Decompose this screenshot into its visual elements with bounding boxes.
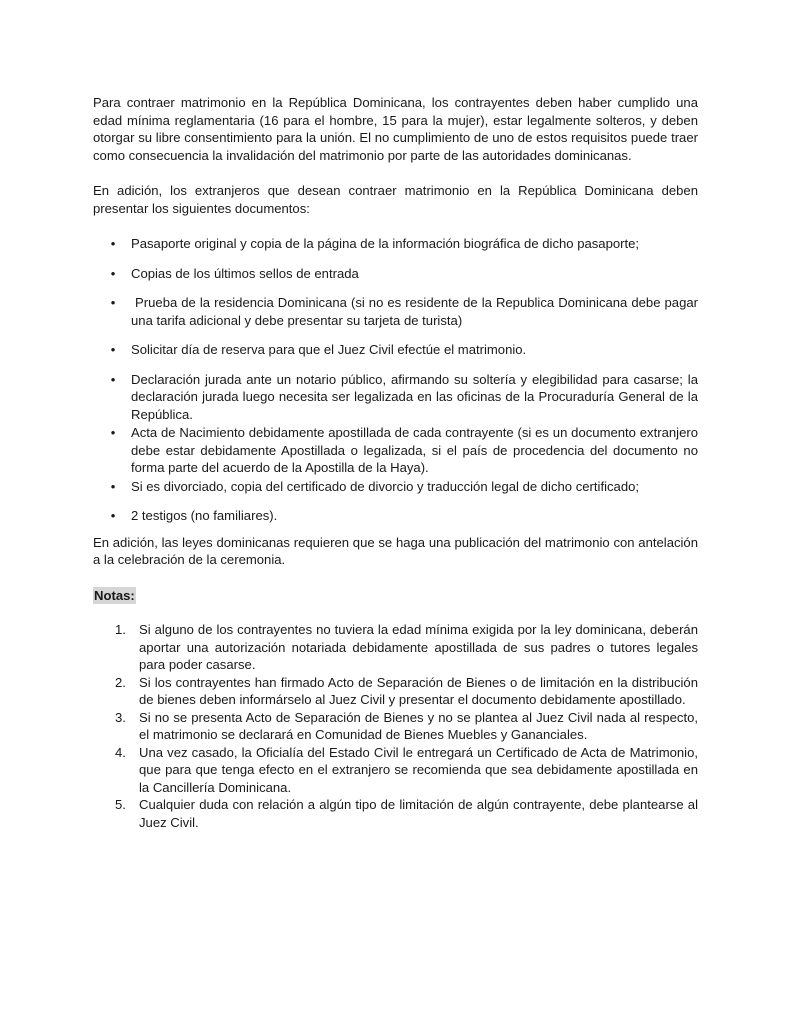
list-item <box>93 424 698 477</box>
list-item <box>93 265 698 283</box>
notes-section <box>93 587 698 832</box>
list-item-text: Pasaporte original y copia de la página de la información biográfica de dicho pasaporte; <box>131 236 640 251</box>
bullet-icon: • <box>110 371 116 387</box>
foreigners-paragraph: En adición, los extranjeros que desean contraer matrimonio en la República Dominicana deben presentar los siguientes documentos: <box>93 183 698 216</box>
list-item-text: Prueba de la residencia Dominicana (si no es residente de la Republica Dominicana debe pagar una tarifa adicional y debe presentar su tarjeta de turista) <box>131 295 702 328</box>
note-text: Si los contrayentes han firmado Acto de Separación de Bienes o de limitación en la distribución de bienes deben informárselo al Juez Civil y presentar el documento debidamente apostillado. <box>139 674 698 707</box>
bullet-icon: • <box>110 478 116 494</box>
note-text: Si alguno de los contrayentes no tuviera la edad mínima exigida por la ley dominicana, deberán aportar una autorización notariada debidamente apostillada de sus padres o tutores legales para poder casarse. <box>139 622 698 672</box>
documents-list <box>93 235 702 525</box>
list-item-text: Copias de los últimos sellos de entrada <box>131 265 359 281</box>
bullet-icon: • <box>110 425 116 440</box>
note-number: 1. <box>115 622 126 637</box>
list-item <box>93 235 698 253</box>
note-number: 3. <box>115 709 126 725</box>
note-number: 5. <box>115 797 126 812</box>
note-number: 2. <box>115 674 126 690</box>
list-item <box>93 478 698 496</box>
intro-paragraph: Para contraer matrimonio en la República Dominicana, los contrayentes deben haber cumplido una edad mínima reglamentaria (16 para el hombre, 15 para la mujer), estar legalmente solteros, y deben otorgar su libre consentimiento para la unión. El no cumplimiento de uno de estos requisitos puede traer como consecuencia la invalidación del matrimonio por parte de las autoridades dominicanas. <box>93 95 698 163</box>
note-text: Una vez casado, la Oficialía del Estado Civil le entregará un Certificado de Acta de Matrimonio, que para que tenga efecto en el extranjero se recomienda que sea debidamente apostillada en la Cancillería Dominicana. <box>139 744 698 795</box>
bullet-icon: • <box>110 342 116 357</box>
list-item-text: Declaración jurada ante un notario público, afirmando su soltería y elegibilidad para casarse; la declaración jurada luego necesita ser legalizada en las oficinas de la Procuraduría General de la República. <box>131 371 698 422</box>
notes-heading: Notas: <box>94 587 135 603</box>
list-item-text: Solicitar día de reserva para que el Juez Civil efectúe el matrimonio. <box>131 342 527 357</box>
note-item <box>93 744 698 797</box>
bullet-icon: • <box>110 295 116 310</box>
list-item-text: Acta de Nacimiento debidamente apostillada de cada contrayente (si es un documento extranjero debe estar debidamente Apostillada o legalizada, si el país de procedencia del documento no forma parte del acuerdo de la Apostilla de la Haya). <box>131 425 698 475</box>
bullet-icon: • <box>110 508 116 523</box>
list-item <box>93 341 698 359</box>
note-text: Cualquier duda con relación a algún tipo de limitación de algún contrayente, debe plantearse al Juez Civil. <box>139 797 698 830</box>
list-item-text: 2 testigos (no familiares). <box>131 508 278 523</box>
note-item <box>93 621 698 674</box>
list-item <box>93 507 698 525</box>
note-text: Si no se presenta Acto de Separación de Bienes y no se plantea al Juez Civil nada al respecto, el matrimonio se declarará en Comunidad de Bienes Muebles y Gananciales. <box>139 709 698 742</box>
bullet-icon: • <box>110 265 116 281</box>
notes-list <box>93 621 698 831</box>
list-item <box>93 371 698 424</box>
note-item <box>93 796 698 831</box>
note-item <box>93 709 698 744</box>
list-item <box>93 294 702 329</box>
note-item <box>93 674 698 709</box>
bullet-icon: • <box>110 236 116 251</box>
document-body <box>93 94 702 831</box>
note-number: 4. <box>115 744 126 760</box>
publication-paragraph: En adición, las leyes dominicanas requieren que se haga una publicación del matrimonio con antelación a la celebración de la ceremonia. <box>93 534 698 567</box>
list-item-text: Si es divorciado, copia del certificado de divorcio y traducción legal de dicho certificado; <box>131 478 640 494</box>
